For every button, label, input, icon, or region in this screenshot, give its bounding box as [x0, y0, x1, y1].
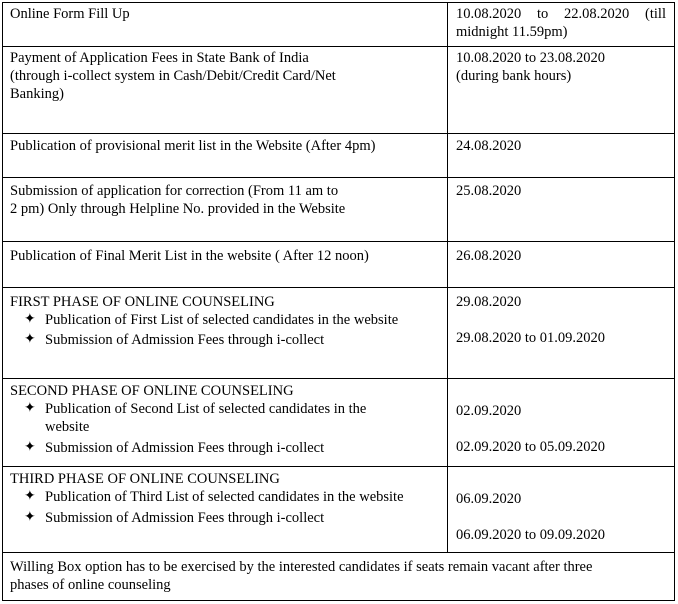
phase-row-second — [3, 379, 674, 467]
footer-text: Willing Box option has to be exercised by the interested candidates if seats remain vacant after three — [10, 559, 593, 575]
date-text: 06.09.2020 to 09.09.2020 — [456, 527, 606, 543]
list-item-text: website — [45, 419, 90, 435]
footer-text: phases of online counseling — [10, 577, 171, 593]
date-cell — [448, 3, 674, 46]
table-row — [3, 178, 674, 242]
list-item-text: Publication of First List of selected candidates in the website — [45, 312, 399, 328]
footer-note — [3, 553, 674, 600]
footer-row — [3, 553, 674, 600]
activity-text: (through i-collect system in Cash/Debit/Credit Card/Net — [10, 68, 336, 84]
activity-text: Payment of Application Fees in State Bank of India — [10, 50, 309, 66]
date-cell — [448, 178, 674, 241]
activity-cell — [3, 467, 448, 552]
date-cell — [448, 47, 674, 133]
date-text: (during bank hours) — [456, 68, 572, 84]
activity-text: Submission of application for correction (From 11 am to — [10, 183, 339, 199]
activity-cell — [3, 134, 448, 177]
list-item — [10, 331, 440, 349]
date-text: 29.08.2020 to 01.09.2020 — [456, 330, 606, 346]
list-item — [10, 509, 440, 527]
list-item-text: Submission of Admission Fees through i-collect — [45, 440, 325, 456]
activity-text: Publication of provisional merit list in the Website (After 4pm) — [10, 138, 376, 154]
date-text: midnight 11.59pm) — [456, 24, 568, 40]
activity-cell — [3, 178, 448, 241]
star-bullet-icon: ✦ — [24, 312, 36, 327]
date-text: 24.08.2020 — [456, 138, 522, 154]
date-cell — [448, 467, 674, 552]
phase-title: THIRD PHASE OF ONLINE COUNSELING — [10, 471, 280, 487]
phase-row-third — [3, 467, 674, 553]
date-text: 10.08.2020 to 23.08.2020 — [456, 50, 606, 66]
table-row — [3, 47, 674, 134]
star-bullet-icon: ✦ — [24, 489, 36, 504]
schedule-table — [2, 2, 675, 601]
table-row — [3, 134, 674, 178]
star-bullet-icon: ✦ — [24, 440, 36, 455]
date-cell — [448, 134, 674, 177]
list-item — [10, 400, 440, 436]
date-text: 10.08.2020 to 22.08.2020 (till — [456, 6, 666, 22]
list-item-text: Publication of Third List of selected candidates in the website — [45, 489, 404, 505]
list-item-text: Submission of Admission Fees through i-collect — [45, 332, 325, 348]
date-text: 29.08.2020 — [456, 294, 522, 310]
list-item-text: Publication of Second List of selected candidates in the — [45, 401, 367, 417]
star-bullet-icon: ✦ — [24, 510, 36, 525]
activity-cell — [3, 288, 448, 378]
table-row — [3, 3, 674, 47]
phase-title: FIRST PHASE OF ONLINE COUNSELING — [10, 294, 275, 310]
date-cell — [448, 379, 674, 466]
activity-cell — [3, 242, 448, 287]
date-cell — [448, 242, 674, 287]
activity-cell — [3, 379, 448, 466]
activity-text: Banking) — [10, 86, 64, 102]
list-item — [10, 488, 440, 506]
star-bullet-icon: ✦ — [24, 332, 36, 347]
list-item — [10, 311, 440, 329]
phase-title: SECOND PHASE OF ONLINE COUNSELING — [10, 383, 294, 399]
date-text: 02.09.2020 to 05.09.2020 — [456, 439, 606, 455]
date-cell — [448, 288, 674, 378]
activity-cell — [3, 3, 448, 46]
date-text: 02.09.2020 — [456, 403, 522, 419]
phase-row-first — [3, 288, 674, 379]
date-text: 26.08.2020 — [456, 248, 522, 264]
activity-text: 2 pm) Only through Helpline No. provided in the Website — [10, 201, 346, 217]
date-text: 25.08.2020 — [456, 183, 522, 199]
list-item-text: Submission of Admission Fees through i-collect — [45, 510, 325, 526]
table-row — [3, 242, 674, 288]
star-bullet-icon: ✦ — [24, 401, 36, 416]
date-text: 06.09.2020 — [456, 491, 522, 507]
activity-cell — [3, 47, 448, 133]
list-item — [10, 439, 440, 457]
activity-text: Online Form Fill Up — [10, 6, 130, 22]
activity-text: Publication of Final Merit List in the website ( After 12 noon) — [10, 248, 369, 264]
